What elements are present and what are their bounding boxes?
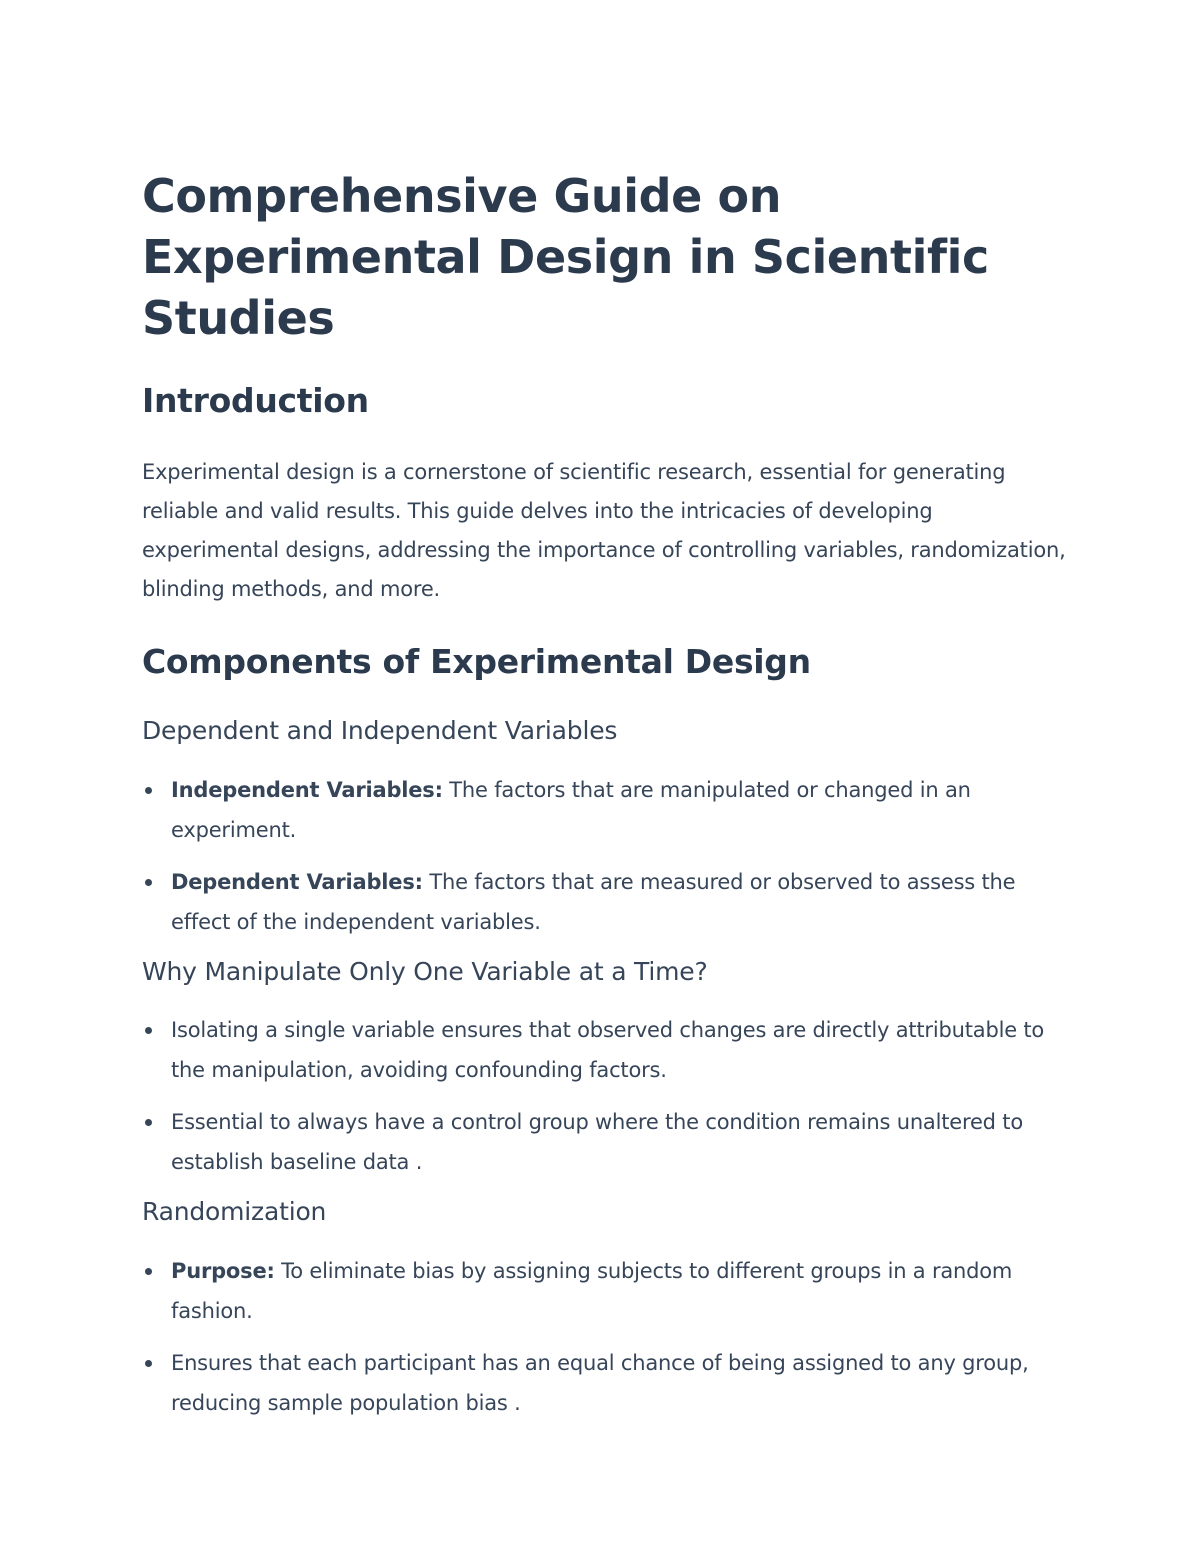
document-title: Comprehensive Guide on Experimental Design in Scientific Studies — [142, 169, 989, 345]
randomization-list — [142, 1251, 1072, 1423]
list-item-text: The factors that are manipulated or changed in an experiment. — [171, 778, 971, 842]
variables-list — [142, 770, 1072, 942]
list-item-term: Independent Variables: — [171, 778, 443, 802]
list-item: Essential to always have a control group where the condition remains unaltered to establish baseline data . — [142, 1102, 1072, 1182]
list-item-text: To eliminate bias by assigning subjects to different groups in a random fashion. — [171, 1259, 1013, 1323]
introduction-heading: Introduction — [142, 381, 369, 420]
introduction-paragraph: Experimental design is a cornerstone of scientific research, essential for generating reliable and valid results. This guide delves into the intricacies of developing experimental designs, addressing the importance of controlling variables, randomization, blinding methods, and more. — [142, 460, 1066, 601]
list-item-text: The factors that are measured or observed to assess the effect of the independent variables. — [171, 870, 1016, 934]
list-item — [142, 770, 1072, 850]
document-page — [142, 166, 1072, 1423]
components-heading: Components of Experimental Design — [142, 642, 811, 681]
list-item-term: Purpose: — [171, 1259, 275, 1283]
list-item: Isolating a single variable ensures that observed changes are directly attributable to the manipulation, avoiding confounding factors. — [142, 1010, 1072, 1090]
why-list — [142, 1010, 1072, 1182]
list-item — [142, 1251, 1072, 1331]
list-item-text: Ensures that each participant has an equal chance of being assigned to any group, reducing sample population bias . — [171, 1351, 1029, 1415]
list-item — [142, 862, 1072, 942]
list-item-term: Dependent Variables: — [171, 870, 423, 894]
list-item — [142, 1343, 1072, 1423]
randomization-heading: Randomization — [142, 1197, 327, 1226]
variables-heading: Dependent and Independent Variables — [142, 716, 618, 745]
why-heading: Why Manipulate Only One Variable at a Time? — [142, 957, 708, 986]
